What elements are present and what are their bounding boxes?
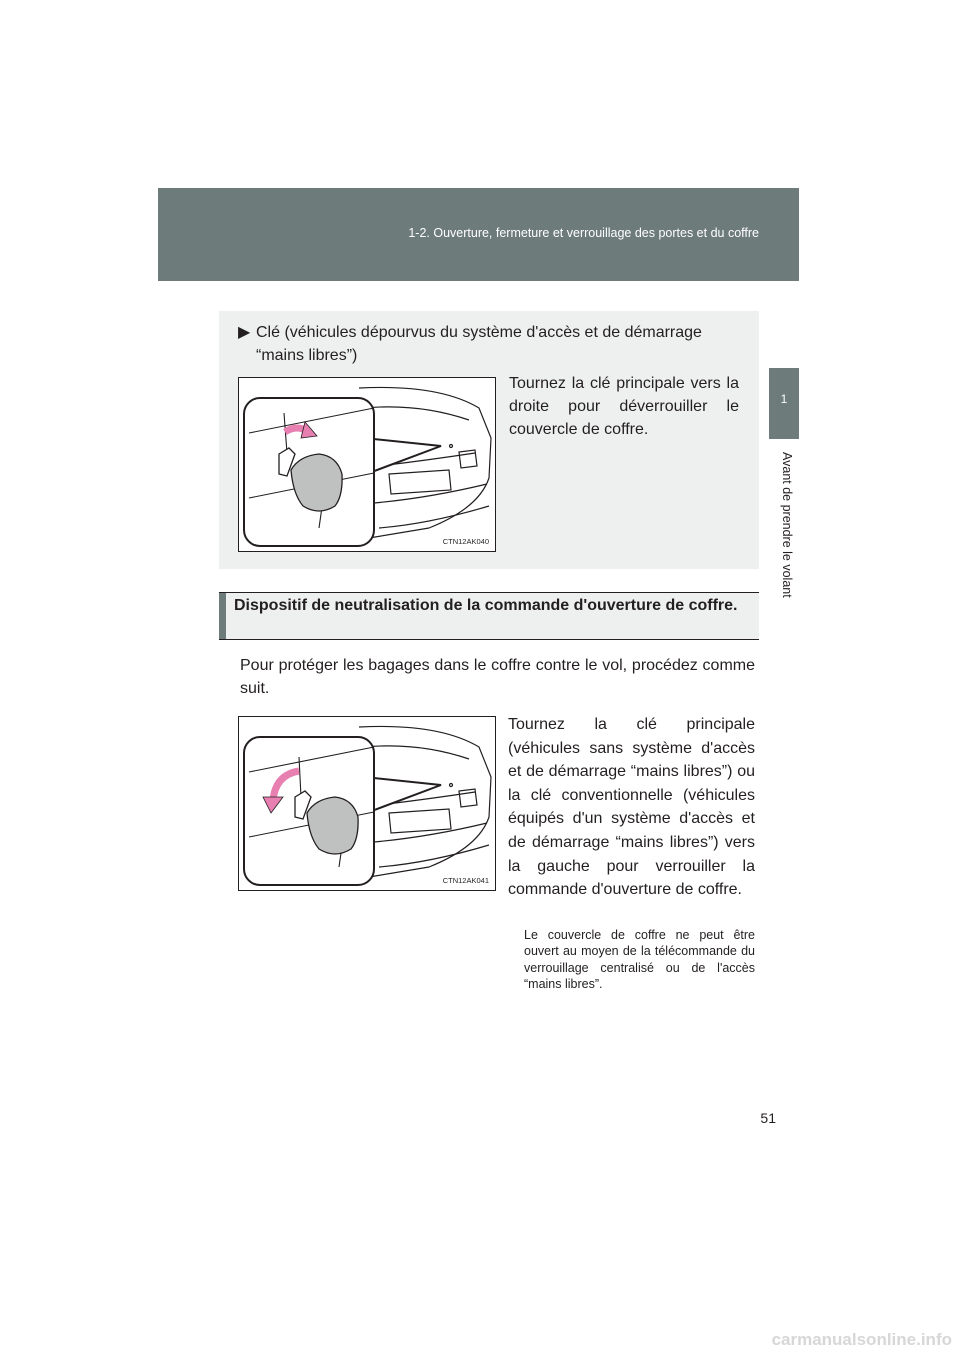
illustration-code: CTN12AK040 <box>442 537 489 546</box>
page-number: 51 <box>760 1110 776 1126</box>
chapter-number: 1 <box>780 392 788 406</box>
heading-accent-bar <box>219 593 226 639</box>
section-title: 1-2. Ouverture, fermeture et verrouillage des portes et du coffre <box>408 226 759 240</box>
bullet-text-line2: “mains libres”) <box>256 347 358 364</box>
unlock-instruction: Tournez la clé principale vers la droite pour déverrouiller le couvercle de coffre. <box>509 375 739 438</box>
watermark: carmanualsonline.info <box>771 1330 952 1349</box>
lock-instruction: Tournez la clé principale (véhicules sans système d'accès et de démarrage “mains libres”) ou la clé conventionnelle (véhicules équipés d'un système d'accès et de démarrage “mains libres”) vers la gauche pour verrouiller la commande d'ouverture de coffre. <box>508 716 755 899</box>
section-heading <box>219 592 759 640</box>
illustration-code: CTN12AK041 <box>442 876 489 885</box>
unlock-trunk-illustration <box>238 377 496 552</box>
lock-opener-illustration <box>238 716 496 891</box>
section-header-band <box>158 188 799 281</box>
key-bullet <box>238 321 744 367</box>
car-rear-lock-drawing <box>239 717 495 890</box>
car-rear-unlock-drawing <box>239 378 495 551</box>
bullet-text-line1: Clé (véhicules dépourvus du système d'accès et de démarrage <box>256 324 702 341</box>
bullet-triangle-icon: ▶ <box>238 324 251 341</box>
note-text: Le couvercle de coffre ne peut être ouvert au moyen de la télécommande du verrouillage centralisé ou de l'accès “mains libres”. <box>524 928 755 991</box>
chapter-tab <box>769 368 799 439</box>
intro-paragraph: Pour protéger les bagages dans le coffre contre le vol, procédez comme suit. <box>240 657 755 697</box>
section-heading-text: Dispositif de neutralisation de la commande d'ouverture de coffre. <box>234 597 738 614</box>
chapter-label: Avant de prendre le volant <box>780 452 794 598</box>
